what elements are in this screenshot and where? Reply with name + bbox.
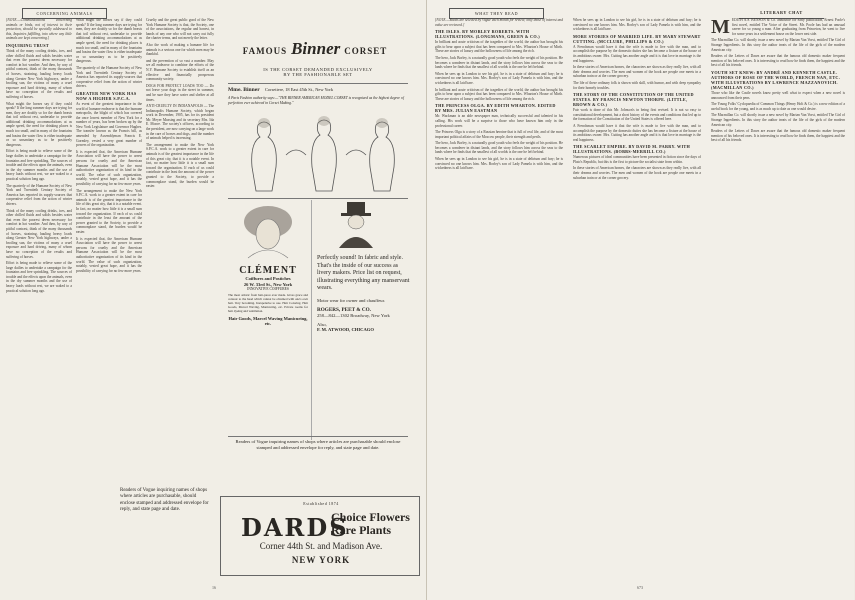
rogers-atwood: F. M. ATWOOD, CHICAGO: [317, 327, 374, 333]
paragraph: The Princess Olga is a story of a Russian heroine that is full of real life, and of the most important political affairs of the Moscow people, their strength and perils.: [435, 130, 563, 139]
clement-small: INNOVATIVE COIFFURES: [247, 287, 289, 291]
paragraph: Effort is being made to relieve some of the large dailies to undertake a campaign for the fountains and free sprinkling. The sources of trouble and the effects upon the animals, even in the dry summer months and the use of heavy loads without rest, we are waked to a practical solution long ago.: [6, 261, 72, 293]
divider: [228, 83, 408, 84]
dards-florist-ad: [220, 496, 420, 576]
paragraph: What might the horses say if they could speak? If the long summer days are trying for men, they are doubly so for the dumb beasts that toil without rest, undertake to provide additional drinking accommodations at as ample speed, the need for drinking places is much too small, and in many of the fountains and basins the water flow is either inadequate or so unsanitary as to be positively dangerous.: [6, 101, 72, 147]
paragraph: What might the horses say if they could speak? If the long summer days are trying for men, they are doubly so for the dumb beasts that toil without rest, undertake to provide additional drinking accommodations at as ample speed, the need for drinking places is much too small, and in many of the fountains and basins the water flow is either inadequate or so unsanitary as to be positively dangerous.: [76, 18, 142, 64]
paragraph: Also the work of making a humane life for animals is a serious one for which men may be thankful.: [146, 42, 214, 57]
column-heading: INQUIRING TRUST: [6, 42, 49, 48]
paragraph: When he sees up in London to see his girl, he is in a state of delirium and fury; he is convinced no one knows him. Mrs. Borley's son of Lady Pamela is with him, and the wickedness is all laid bare.: [573, 18, 701, 32]
literary-chat-first: EDITH A.S. BENSON & Co. announce for early publication, Ernest Poole's first novel, entitled The Voice of the Street. Mr. Poole has had an unusual career for so young a man. After graduating from Princeton, he went to live for some years in a settlement house on the lower east side.: [731, 18, 845, 36]
advertisement-column: [220, 34, 420, 589]
binner-mme-address: Corsetiere, 18 East 45th St., New York: [265, 87, 334, 92]
review-heading: MORE STORIES OF MARRIED LIFE. BY MARY STEWART CUTTING. (MCCLURE, PHILLIPS & CO.): [573, 33, 701, 44]
paragraph: and the prevention of so vast a number. May we all endeavor to combine the efforts of the N.Y. Humane Society to establish itself as an effective and financially prosperous community society.: [146, 58, 214, 82]
section-banner-concerning-animals: CONCERNING ANIMALS: [22, 8, 107, 19]
review-heading: THE STORY OF THE CONSTITUTION OF THE UNITED STATES. BY FRANCIS NEWTON THORPE. (LITTLE, BROWN & CO.): [573, 92, 694, 108]
left-column-1: [6, 18, 72, 295]
right-col-2-content: [573, 18, 701, 180]
vogue-inquiry-ad: Readers of Vogue inquiring names of shops where articles are purchasable should enclose stamped and addressed envelope for reply, and state page and date.: [235, 439, 401, 450]
binner-corset-ad-title: [230, 39, 400, 59]
clement-sub-2: 26 W. 33rd St., New York: [243, 281, 293, 287]
divider: [228, 436, 408, 437]
clement-ad: [228, 200, 312, 440]
coachman-illustration: [317, 200, 407, 250]
paragraph: Readers of the Letters of Dawn are aware that the famous old domestic maker frequent mention of his beloved ones. It is interesting to read how he finds them, the happiest and the best of all his friends.: [711, 54, 845, 68]
dards-choice: [331, 511, 410, 536]
binner-corset: CORSET: [344, 46, 388, 56]
editor-note: [NOTE.—Communications concerning animals or birds, not of interest to their protection, should be specially addressed to this, Inquiries fulfilling, into where any little animals are kept concerning.]: [6, 18, 72, 41]
paragraph: The quarterly of the Humane Society of New York and Twentieth Century Society of America has reported its supply-sources that cooperative relief from the action of winter drivers.: [6, 183, 72, 206]
clement-body: The most artistic front hair-piece ever made. Gives grace and contour to the head which cannot be obtained with one's own hair. Very becoming. Inexpensive to use. Hair Coloring. Hair Goods, Marcel Waving, Manicuring, etc. Private rooms for hair dyeing and ventilation.: [228, 293, 308, 314]
left-column-2: [76, 18, 142, 275]
review-heading: THE PRINCESS OLGA. BY EDITH WHARTON. EDITED BY MRS. JULIAN EASTMAN: [435, 103, 556, 114]
paragraph: The arrangement to make the New York S.P.C.A. work to a greater extent in care for animals is of the greatest importance in the life of this great city, that it is a notable event. In fact, no matter how little it is a small sum toward the organization. If each of us could contribute in the least the amount of the power granted to the Society, to provide a commonplace stand, the burden would be easier.: [76, 188, 142, 234]
dards-choice-1: Choice Flowers: [331, 510, 410, 524]
paragraph: Those who like the Castle novels know pretty well what to expect when a new novel is announced from their pens.: [711, 90, 845, 100]
paragraph: The Macmillan Co. will shortly issue a new novel by Marian Van Vorst, entitled The Girl of Strange Ingredients. In this story the author treats of the life of the girls of the modern American city.: [711, 38, 845, 52]
binner-famous: FAMOUS: [242, 46, 288, 56]
rogers-motor-wear: Motor wear for owner and chauffeur.: [317, 297, 386, 303]
dards-address: Corner 44th St. and Madison Ave.: [259, 541, 383, 551]
dards-established: Established 1874: [303, 501, 339, 506]
paragraph: Cruelty and the great public good of the New York Humane Society is that, the Society, one of the associations, the regular and honest, in hands of any one who will not carry out fully the charter terms, and not merely the letter.: [146, 18, 214, 41]
rogers-headline: Perfectly sound! In fabric and style. That's the inside of our success as livery makers. Price list on request, illustrating everything any manservant wears.: [317, 255, 410, 291]
paragraph: The Young Folks' Cyclopaedia of Common Things (Henry Holt & Co.) is a new edition of a useful book for the young, and is as much up to date as one would desire.: [711, 102, 845, 111]
binner-subtitle: [228, 67, 408, 77]
paragraph: DOGS FOR PROTECT LOADS TOO — Do not leave your dogs in the street in summer, and be sure they have water and shelter at all times.: [146, 83, 214, 102]
dards-choice-2: Rare Plants: [331, 522, 392, 537]
hairstyle-portrait-illustration: [228, 200, 308, 260]
left-page: [0, 0, 427, 600]
paragraph: When he sees up in London to see his girl, he is in a state of delirium and fury; he is convinced no one knows him. Mrs. Borley's son of Lady Pamela is with him, and the wickedness is all laid bare.: [435, 157, 563, 171]
corset-figures-illustration: [228, 115, 408, 195]
paragraph: The quarterly of the Humane Society of New York and Twentieth Century Society of America has reported its supply-sources that cooperative relief from the action of winter drivers.: [76, 65, 142, 89]
paragraph: A Frenchman would have it that the wife is made to live with the man, and to accomplish the purpose by the domestic duties she has become a fixture at the house of its ambitious owner. Mrs. Cutting has another angle and it is that love in marriage is the real happiness.: [573, 123, 701, 142]
column-heading: GREATER NEW YORK HAS NOW A HIGHER S.P.C.A.: [76, 90, 137, 101]
binner-mme: [228, 87, 408, 93]
paragraph: Effort is being made to relieve some of the large dailies to undertake a campaign for the fountains and free sprinkling. The sources of trouble and the effects upon the animals, even in the dry summer months and the use of heavy loads without rest, we are waked to a practical solution long ago.: [6, 149, 72, 181]
left-column-3: [146, 18, 214, 191]
drop-cap: M: [711, 16, 730, 38]
right-col-1-content: [435, 18, 563, 171]
paragraph: Think of the many cooling drinks, ices, and other chilled fluids and solids besides water that even the poorest deem necessary for comfort in hot weather. And then, by way of pitiful contrast, think of the many thousands of horses, straining, hauling heavy loads along Greater New York highways, under a broiling sun, the victims of many a cruel exposure and hard driving, many of whom have no conception of the results and suffering of horses.: [6, 208, 72, 259]
rogers-also: Also,: [317, 321, 327, 327]
right-page: [427, 0, 854, 600]
review-heading: YOUTH SET KNEW: BY ANDRÉ AND KENNETH CASTLE. AUTHORS OF ROSE OF THE WORLD, FRENCH NAN, ETC. WITH ILLUSTRATIONS BY LAWRENCE MAZZANOVICH. (MACMILLAN CO.): [711, 69, 841, 90]
clement-sub-1: Coiffures and Postiches: [245, 276, 291, 281]
paragraph: Numerous pictures of ideal communities have been presented in fiction since the days of Plato's Republic, but this is the first to picture the socialist state from within.: [573, 155, 701, 164]
literary-chat-lead: [711, 18, 845, 36]
paragraph: Think of the many cooling drinks, ices, and other chilled fluids and solids besides water that even the poorest deem necessary for comfort in hot weather. And then, by way of pitiful contrast, think of the many thousands of horses, straining, hauling heavy loads along Greater New York highways, under a broiling sun, the victims of many a cruel exposure and hard driving, many of whom have no conception of the results and suffering of horses.: [6, 48, 72, 99]
rogers-address: 258—842—1302 Broadway, New York: [317, 313, 390, 319]
review-heading: THE ISLES. BY MORLEY ROBERTS. WITH ILLUSTRATIONS. (LONGMANS, GREEN & CO.): [435, 29, 540, 40]
paragraph: In brilliant and acute criticism of the tragedies of the world, the author has brought his gifts to bear upon a subject that has been compared to Mrs. Wharton's House of Mirth. These are stories of luxury and the hollowness of life among the rich.: [435, 87, 563, 101]
paragraph: When he sees up in London to see his girl, he is in a state of delirium and fury; he is convinced no one knows him. Mrs. Borley's son of Lady Pamela is with him, and the wickedness is all laid bare.: [435, 71, 563, 85]
clement-hair-heading: Hair Goods, Marcel Waving Manicuring, etc.: [228, 316, 308, 327]
paragraph: Mr. Wackman is an able newspaper man, technically successful and talented in his calling. His work will be a surprise to those who have known him only in the professional career.: [435, 114, 563, 128]
clement-name: CLÉMENT: [239, 265, 297, 276]
rogers-peet-ad: [317, 200, 410, 440]
paragraph: Fair work is done of this Mr. Johnson's in being first revised. It is not so easy to constitutional development, but a short history of the events and conditions that led up to the formation of the Constitution of the United States is offered here.: [573, 108, 701, 122]
page-number-left: 16: [212, 585, 216, 590]
binner-sub-line-2: BY THE FASHIONABLE SET: [283, 72, 353, 77]
right-column-2: [573, 18, 701, 182]
dards-city: NEW YORK: [291, 555, 351, 565]
paragraph: Readers of the Letters of Dawn are aware that the famous old domestic maker frequent mention of his beloved ones. It is interesting to read how he finds them, the happiest and the best of all his friends.: [711, 129, 845, 143]
section-banner-what-they-read: WHAT THEY READ: [449, 8, 544, 19]
paragraph: The Macmillan Co. will shortly issue a new novel by Marian Van Vorst, entitled The Girl of Strange Ingredients. In this story the author treats of the life of the girls of the modern American city.: [711, 113, 845, 127]
what-they-read-note: [NOTE.—Books are selected by Vogue each month for review; only those of interest and value are reviewed.]: [435, 18, 563, 27]
dards-name: DARDS: [241, 513, 349, 542]
paragraph: ANTI-CRUELTY IN INDIANAPOLIS — The Indianapolis Humane Society, which began work in December, 1905, has for its president Mr. Meyer Mussing and its secretary Mrs. Ida E. Moore. The society's officers, according to the president, are now carrying on a large work in the care of horses and dogs, and the number of animals helped is increasing.: [146, 104, 214, 141]
binner-tagline: A Paris Fashion authority says:—"THE BINNER AMERICAN MODEL CORSET is recognized as the highest degree of perfection ever achieved in Corset Making.": [228, 96, 404, 105]
right-column-3: [711, 18, 845, 145]
paragraph: In these stories of American homes, the characters are shown as they really live, with all their dreams and worries. The men and women of the book are people one meets in a suburban train or at the corner grocery.: [573, 166, 701, 180]
rogers-company-name: ROGERS, PEET & CO.: [317, 307, 371, 314]
review-heading: THE SCARLET EMPIRE. BY DAVID M. PARRY. WITH ILLUSTRATIONS. (BOBBS-MERRILL CO.): [573, 144, 691, 155]
paragraph: It is expected that, the American Humane Association will have the power to arrest persons for cruelty and the American Humane Association will be the most authoritative organization of its kind in the world. The value of such organization, notably, vested great hope, and it has the possibility of carrying for no few more years.: [76, 236, 142, 273]
vogue-inquiry-notice: Readers of Vogue inquiring names of shops where articles are purchasable, should enclose stamped and addressed envelope for reply, and state page and date.: [120, 488, 209, 513]
section-banner-literary-chat: LITERARY CHAT: [739, 8, 824, 19]
paragraph: The life of these ordinary folk is shown with skill, with humor, and with deep sympathy for their homely troubles.: [573, 80, 701, 90]
paragraph: It is expected that, the American Humane Association will have the power to arrest persons for cruelty and the American Humane Association will be the most authoritative organization of its kind in the world. The value of such organization, notably, vested great hope, and it has the possibility of carrying for no few more years.: [76, 149, 142, 186]
page-number-right: 673: [637, 585, 643, 590]
right-column-1: [435, 18, 563, 173]
paragraph: A Frenchman would have it that the wife is made to live with the man, and to accomplish the purpose by the domestic duties she has become a fixture at the house of its ambitious owner. Mrs. Cutting has another angle and it is that love in marriage is the real happiness.: [573, 44, 701, 63]
binner-mme-name: Mme. Binner: [228, 87, 260, 93]
paragraph: The hero, Jack Borley, is a naturally good youth who feels the weight of his position. He becomes a wanderer in distant lands, and the story follows him across the seas to the lands where he finds that the smallest of all worlds is the one he left behind.: [435, 55, 563, 70]
binner-brand: Binner: [291, 39, 341, 58]
paragraph: The hero, Jack Borley, is a naturally good youth who feels the weight of his position. He becomes a wanderer in distant lands, and the story follows him across the seas to the lands where he finds that the smallest of all worlds is the one he left behind.: [435, 141, 563, 155]
binner-sub-line-1: IS THE CORSET DEMANDED EXCLUSIVELY: [263, 67, 373, 72]
right-col-3-content: [711, 18, 845, 143]
paragraph: In these stories of American homes, the characters are shown as they really live, with all their dreams and worries. The men and women of the book are people one meets in a suburban train or at the corner grocery.: [573, 65, 701, 79]
paragraph: As event of the greatest importance in the world of humane endeavor is that the humane metropolis, the blight of which has covered the once lowest member of New York for a number of years, has been broken up by the New York Legislature and Governor Hughes. The transfer known as the Francis bill, as amended by Assemblyman Francis E. Gormley, vested a very great number of powers of the organization.: [76, 101, 142, 148]
paragraph: The arrangement to make the New York S.P.C.A. work to a greater extent in care for animals is of the greatest importance in the life of this great city, that it is a notable event. In fact, no matter how little it is a small sum toward the organization. If each of us could contribute in the least the amount of the power granted to the Society, to provide a commonplace stand, the burden would be easier.: [146, 142, 214, 189]
paragraph: In brilliant and acute criticism of the tragedies of the world, the author has brought his gifts to bear upon a subject that has been compared to Mrs. Wharton's House of Mirth. These are stories of luxury and the hollowness of life among the rich.: [435, 40, 563, 54]
divider: [228, 198, 408, 199]
